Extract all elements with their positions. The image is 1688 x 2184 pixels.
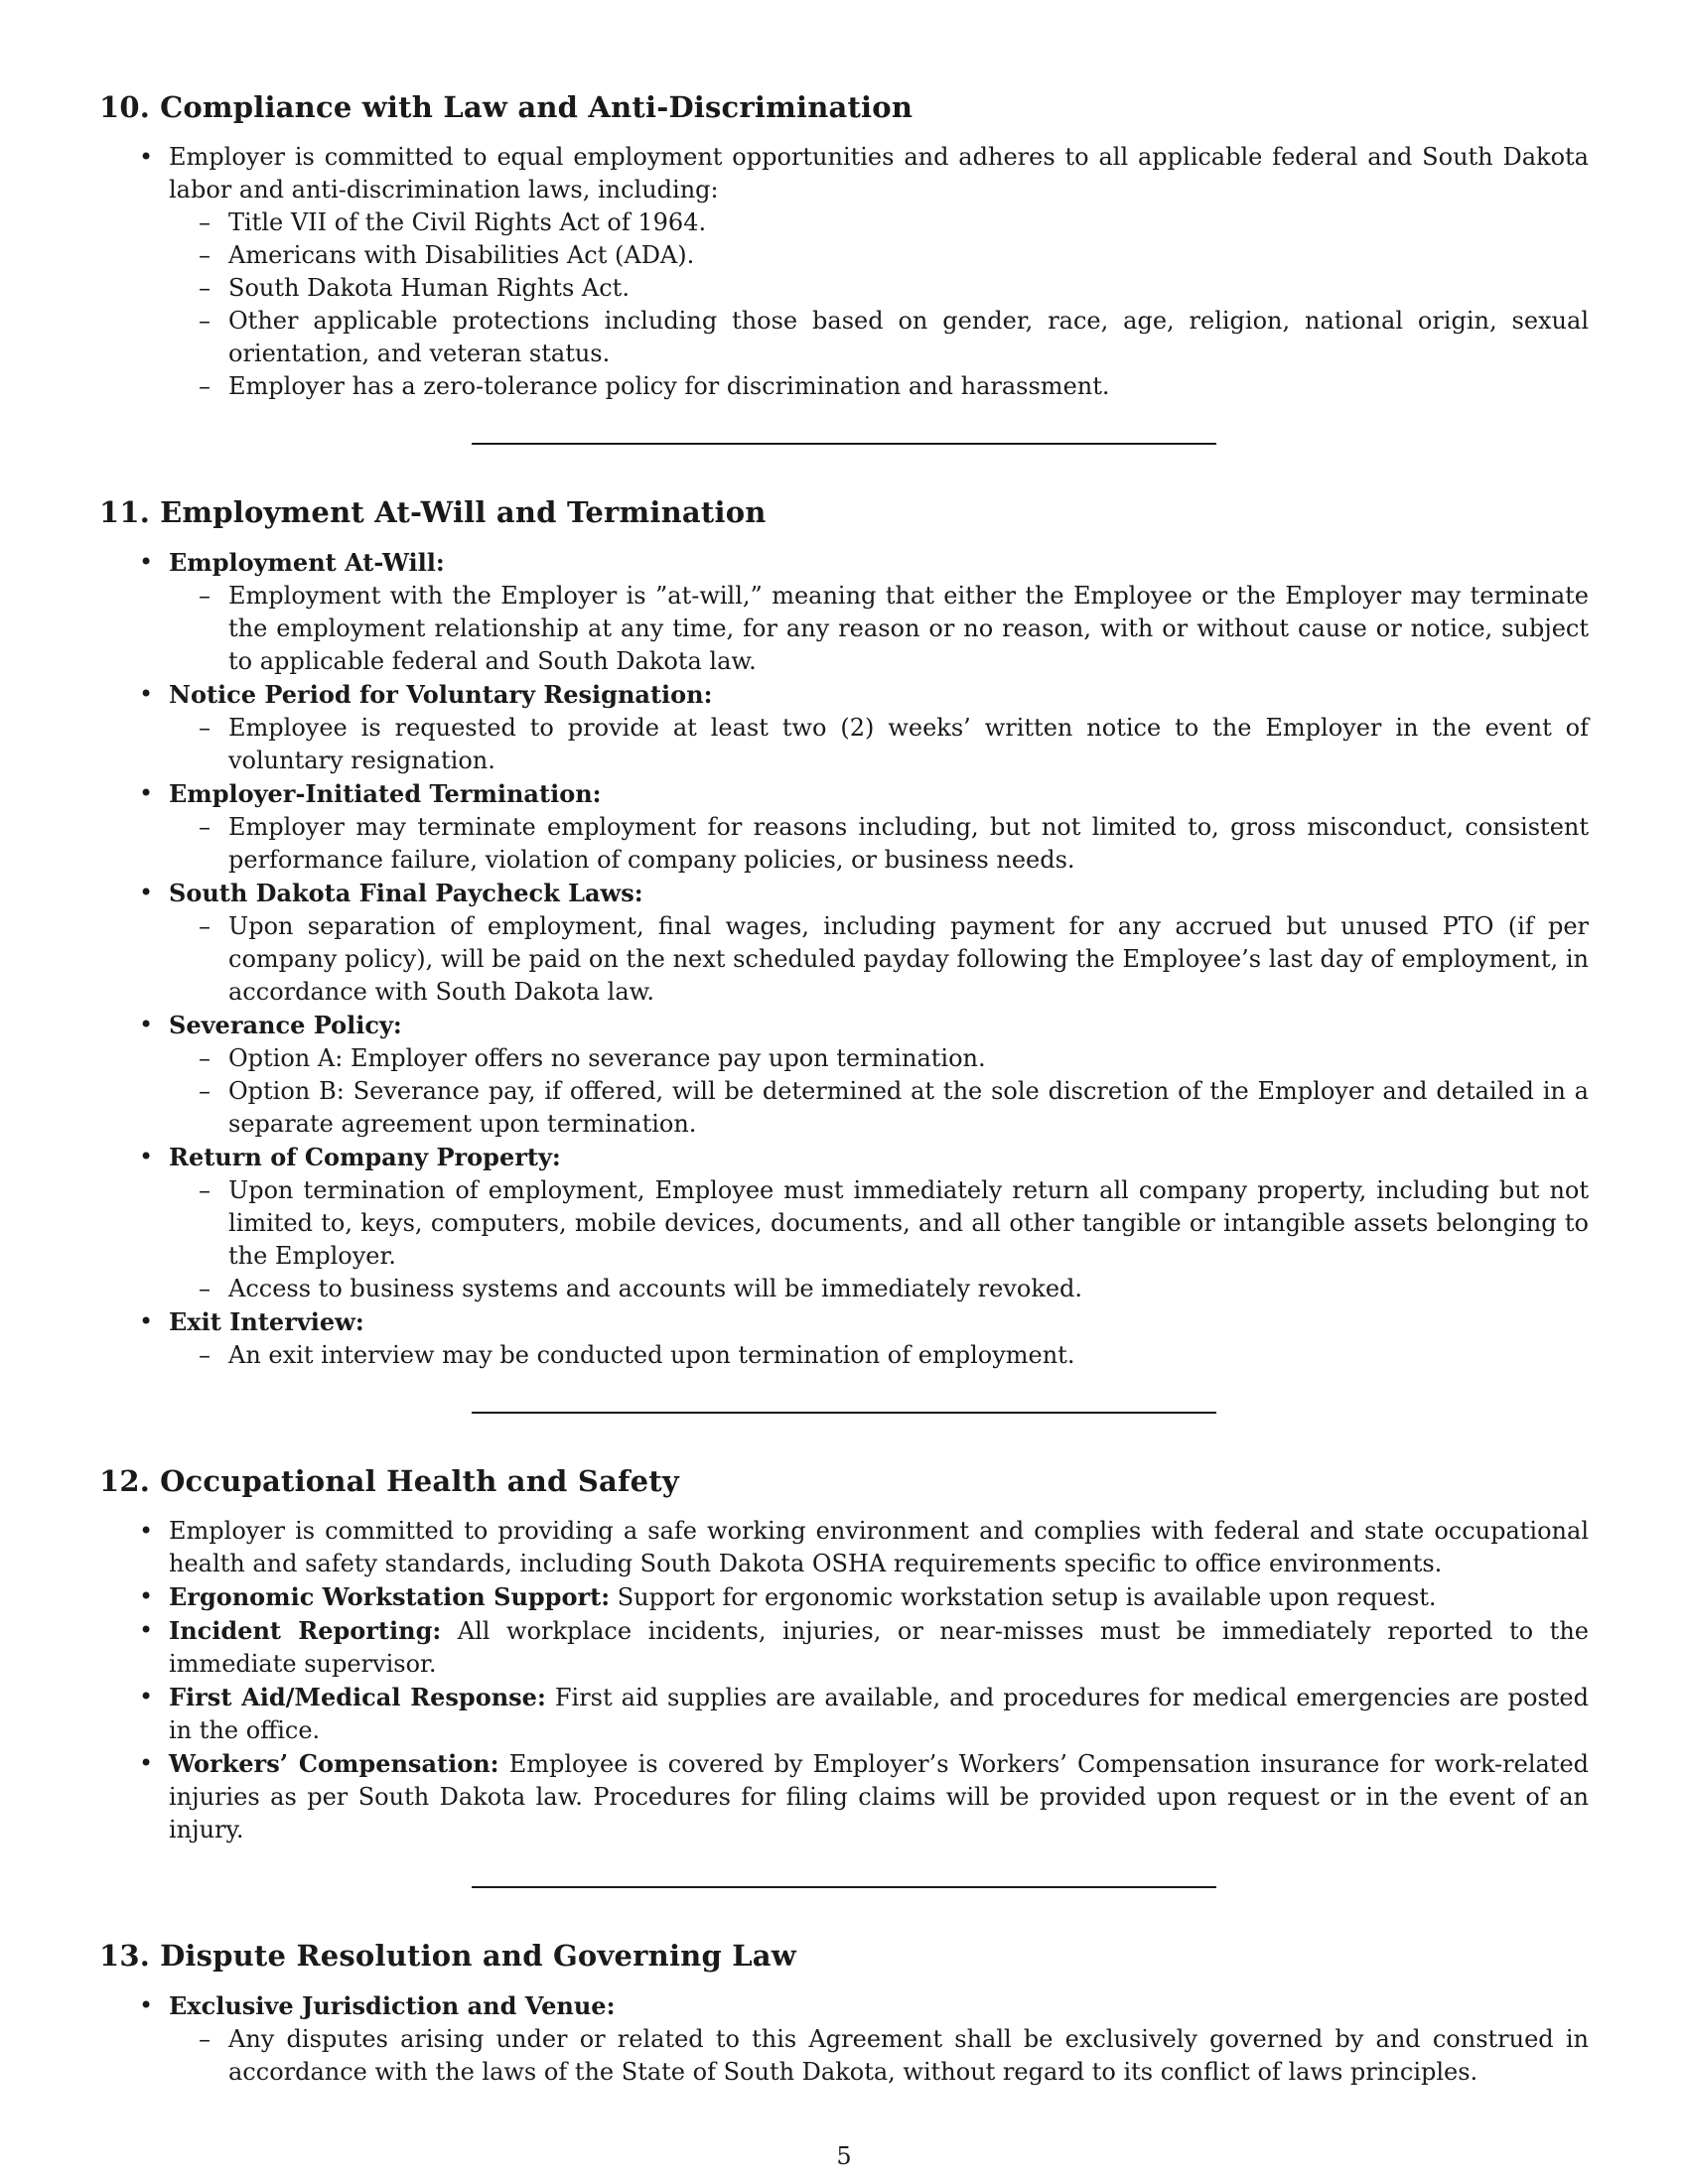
section-divider [472,443,1216,445]
sub-list-item: – Employment with the Employer is ”at-will,” meaning that either the Employee or the Employer may terminate the employment relationship at any time, for any reason or no reason, with or without cause or notice, subject to applicable federal and South Dakota law. [228,580,1589,678]
sub-list-item: – Upon separation of employment, final wages, including payment for any accrued but unused PTO (if per company policy), will be paid on the next scheduled payday following the Employee’s last day of employment, in accordance with South Dakota law. [228,910,1589,1009]
sub-list-item: – Upon termination of employment, Employee must immediately return all company property, including but not limited to, keys, computers, mobile devices, documents, and all other tangible or intangible assets belonging to the Employer. [228,1174,1589,1273]
list-item [169,1305,1589,1372]
sub-list-item: – Americans with Disabilities Act (ADA). [228,239,1589,272]
item-text: All workplace incidents, injuries, or near-misses must be immediately reported to the immediate supervisor. [169,1617,1589,1678]
sub-list-item: – Employer may terminate employment for reasons including, but not limited to, gross misconduct, consistent performance failure, violation of company policies, or business needs. [228,811,1589,877]
section-number: 11. [99,495,151,529]
section-divider [472,1412,1216,1414]
section-heading [99,494,1589,530]
list-item [169,1515,1589,1580]
item-label: Notice Period for Voluntary Resignation: [169,680,713,709]
section-1 [99,89,1589,403]
document-body [99,89,1589,2089]
sub-list [169,910,1589,1009]
sub-list [169,2023,1589,2089]
sub-list [169,1042,1589,1141]
sub-list-item: – Option B: Severance pay, if offered, will be determined at the sole discretion of the Employer and detailed in a separate agreement upon termination. [228,1075,1589,1141]
list-item [169,877,1589,1009]
sub-list-item: – Employee is requested to provide at least two (2) weeks’ written notice to the Employer in the event of voluntary resignation. [228,712,1589,777]
bullet-list [99,1989,1589,2089]
item-label: First Aid/Medical Response: [169,1683,546,1711]
sub-list-item: – Title VII of the Civil Rights Act of 1964. [228,206,1589,239]
section-heading [99,1463,1589,1499]
list-item [169,1681,1589,1747]
item-label: Ergonomic Workstation Support: [169,1582,611,1611]
sub-list [169,1174,1589,1305]
page-number: 5 [836,2142,852,2170]
bullet-list [99,546,1589,1372]
item-label: Workers’ Compensation: [169,1749,499,1778]
sub-list [169,712,1589,777]
list-item [169,1747,1589,1846]
item-text: Employer is committed to equal employment opportunities and adheres to all applicable federal and South Dakota labor and anti-discrimination laws, including: [169,143,1589,204]
item-label: Severance Policy: [169,1011,402,1039]
section-title: Compliance with Law and Anti-Discrimination [160,90,914,124]
section-title: Occupational Health and Safety [160,1464,679,1498]
list-item [169,546,1589,678]
section-title: Dispute Resolution and Governing Law [160,1939,796,1973]
list-item [169,777,1589,877]
section-divider [472,1886,1216,1888]
section-heading [99,89,1589,125]
section-number: 10. [99,90,151,124]
sub-list-item: – Employer has a zero-tolerance policy for discrimination and harassment. [228,370,1589,403]
sub-list-item: – Any disputes arising under or related to this Agreement shall be exclusively governed by and construed in accordance with the laws of the State of South Dakota, without regard to its conflict of laws principles. [228,2023,1589,2089]
bullet-list [99,1515,1589,1846]
sub-list [169,811,1589,877]
list-item [169,1580,1589,1614]
item-label: Return of Company Property: [169,1143,561,1171]
sub-list-item: – An exit interview may be conducted upon termination of employment. [228,1339,1589,1372]
section-2 [99,494,1589,1372]
section-title: Employment At-Will and Termination [160,495,767,529]
sub-list [169,580,1589,678]
item-text: Employer is committed to providing a safe working environment and complies with federal and state occupational health and safety standards, including South Dakota OSHA requirements specific to office environments. [169,1517,1589,1577]
list-item [169,141,1589,403]
list-item [169,1989,1589,2089]
item-text: Employee is covered by Employer’s Workers’ Compensation insurance for work-related injuries as per South Dakota law. Procedures for filing claims will be provided upon request or in the event of an injury. [169,1750,1590,1843]
item-label: Employment At-Will: [169,548,445,577]
section-number: 13. [99,1939,151,1973]
section-4 [99,1938,1589,2089]
section-number: 12. [99,1464,151,1498]
item-label: Exclusive Jurisdiction and Venue: [169,1991,616,2020]
list-item [169,1009,1589,1141]
item-text: First aid supplies are available, and procedures for medical emergencies are posted in the office. [169,1684,1590,1744]
sub-list-item: – Option A: Employer offers no severance pay upon termination. [228,1042,1589,1075]
item-text: Support for ergonomic workstation setup is available upon request. [617,1583,1437,1611]
sub-list-item: – Other applicable protections including those based on gender, race, age, religion, national origin, sexual orientation, and veteran status. [228,305,1589,370]
list-item [169,1614,1589,1681]
bullet-list [99,141,1589,403]
sub-list-item: – South Dakota Human Rights Act. [228,272,1589,305]
sub-list [169,206,1589,403]
item-label: Incident Reporting: [169,1616,442,1645]
section-heading [99,1938,1589,1974]
sub-list-item: – Access to business systems and accounts will be immediately revoked. [228,1273,1589,1305]
list-item [169,678,1589,777]
item-label: South Dakota Final Paycheck Laws: [169,879,643,907]
item-label: Employer-Initiated Termination: [169,779,602,808]
sub-list [169,1339,1589,1372]
list-item [169,1141,1589,1305]
section-3 [99,1463,1589,1846]
item-label: Exit Interview: [169,1307,364,1336]
